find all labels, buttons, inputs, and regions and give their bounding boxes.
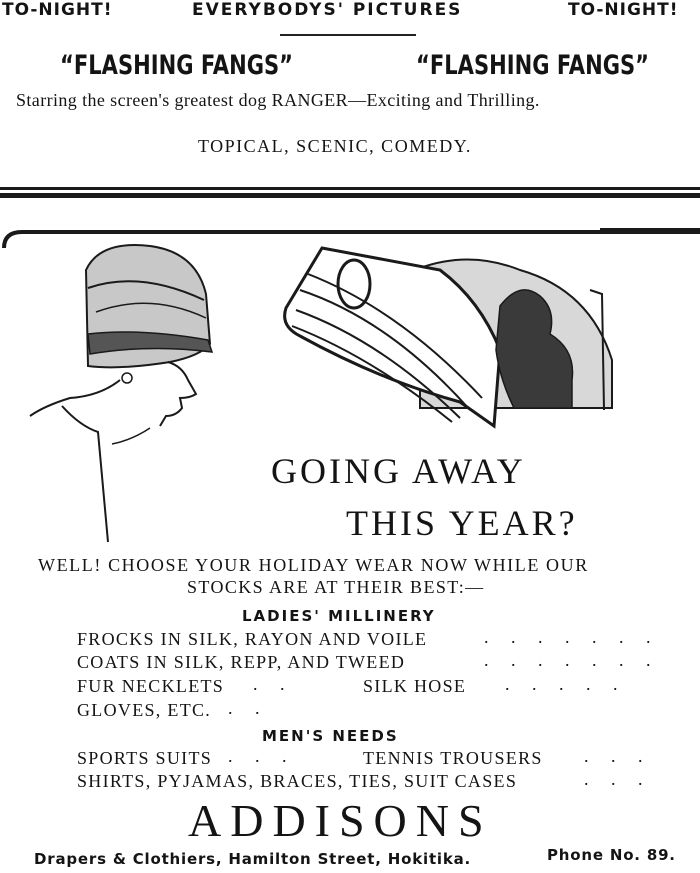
- list-item: COATS IN SILK, REPP, AND TWEED: [77, 652, 406, 672]
- list-item: FROCKS IN SILK, RAYON AND VOILE: [77, 629, 428, 649]
- tonight-right-label: TO-NIGHT!: [568, 0, 679, 20]
- list-item: SHIRTS, PYJAMAS, BRACES, TIES, SUIT CASES: [77, 771, 518, 791]
- intro-line-1: WELL! CHOOSE YOUR HOLIDAY WEAR NOW WHILE OUR: [38, 555, 589, 575]
- headline-line-2: THIS YEAR?: [346, 503, 578, 543]
- intro-line-2: STOCKS ARE AT THEIR BEST:—: [187, 577, 485, 597]
- list-item: TENNIS TROUSERS: [363, 748, 543, 768]
- store-phone: Phone No. 89.: [547, 846, 676, 864]
- section-divider: [0, 186, 700, 200]
- feature-title-left: “FLASHING FANGS”: [60, 50, 294, 81]
- dot-leader: . . .: [228, 746, 296, 766]
- ladies-section-heading: LADIES' MILLINERY: [242, 607, 436, 625]
- dot-leader: . . . . . . .: [484, 650, 660, 670]
- tonight-left-label: TO-NIGHT!: [2, 0, 113, 20]
- store-address: Drapers & Clothiers, Hamilton Street, Hokitika.: [34, 850, 472, 868]
- headline-line-1: GOING AWAY: [271, 451, 526, 491]
- store-name: ADDISONS: [188, 795, 493, 846]
- starring-line: Starring the screen's greatest dog RANGER—Exciting and Thrilling.: [16, 90, 540, 110]
- dot-leader: . .: [253, 674, 294, 694]
- dot-leader: . . . . . . .: [484, 627, 660, 647]
- title-underline: [280, 34, 416, 36]
- support-program-line: TOPICAL, SCENIC, COMEDY.: [198, 136, 472, 156]
- dot-leader: . .: [228, 698, 269, 718]
- mens-section-heading: MEN'S NEEDS: [262, 727, 399, 745]
- list-item: GLOVES, ETC.: [77, 700, 212, 720]
- feature-title-right: “FLASHING FANGS”: [416, 50, 650, 81]
- suitcase-figure-icon: [285, 248, 612, 426]
- list-item: SILK HOSE: [363, 676, 467, 696]
- cinema-name: EVERYBODYS' PICTURES: [192, 0, 463, 20]
- list-item: SPORTS SUITS: [77, 748, 213, 768]
- dot-leader: . . .: [584, 746, 652, 766]
- cloche-hat-woman-icon: [30, 245, 212, 542]
- list-item: FUR NECKLETS: [77, 676, 225, 696]
- dot-leader: . . .: [584, 769, 652, 789]
- dot-leader: . . . . .: [505, 674, 627, 694]
